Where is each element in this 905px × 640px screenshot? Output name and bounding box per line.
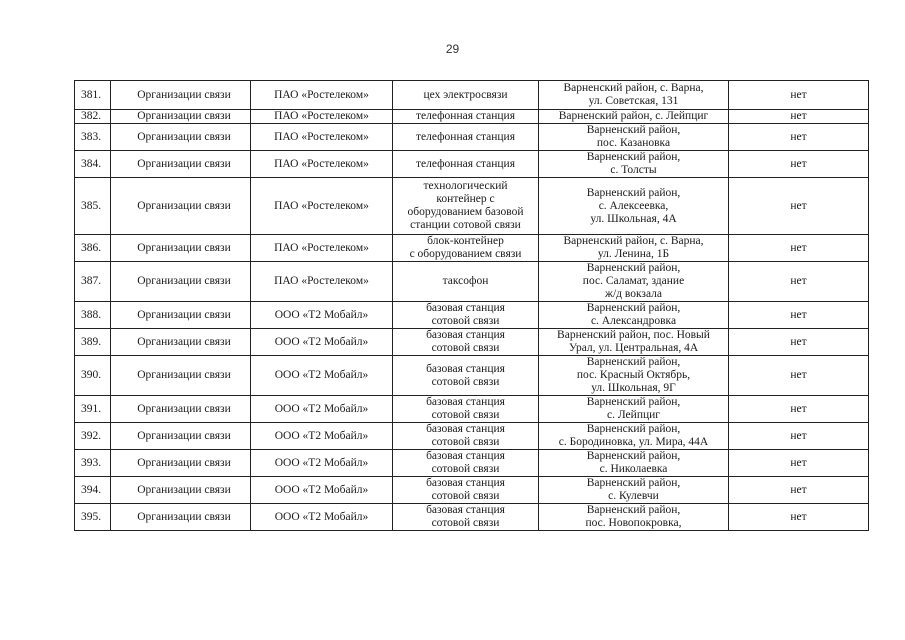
row-number: 392. (75, 423, 111, 450)
object-cell: базовая станция сотовой связи (393, 356, 539, 396)
status-cell: нет (729, 302, 869, 329)
row-number: 391. (75, 396, 111, 423)
object-cell: базовая станция сотовой связи (393, 329, 539, 356)
organization-cell: ПАО «Ростелеком» (251, 151, 393, 178)
row-number: 394. (75, 477, 111, 504)
status-cell: нет (729, 110, 869, 124)
address-cell: Варненский район, с. Толсты (539, 151, 729, 178)
row-number: 383. (75, 124, 111, 151)
object-cell: технологический контейнер с оборудованием базовой станции сотовой связи (393, 178, 539, 235)
organization-cell: ПАО «Ростелеком» (251, 81, 393, 110)
sector-cell: Организации связи (111, 356, 251, 396)
object-cell: базовая станция сотовой связи (393, 396, 539, 423)
address-cell: Варненский район, с. Кулевчи (539, 477, 729, 504)
row-number: 384. (75, 151, 111, 178)
object-cell: блок-контейнер с оборудованием связи (393, 235, 539, 262)
sector-cell: Организации связи (111, 178, 251, 235)
table-row (75, 504, 869, 531)
sector-cell: Организации связи (111, 151, 251, 178)
object-cell: базовая станция сотовой связи (393, 302, 539, 329)
sector-cell: Организации связи (111, 423, 251, 450)
row-number: 385. (75, 178, 111, 235)
table-row (75, 235, 869, 262)
address-cell: Варненский район, с. Александровка (539, 302, 729, 329)
table-row (75, 396, 869, 423)
table-row (75, 302, 869, 329)
sector-cell: Организации связи (111, 110, 251, 124)
status-cell: нет (729, 356, 869, 396)
status-cell: нет (729, 151, 869, 178)
organization-cell: ПАО «Ростелеком» (251, 124, 393, 151)
object-cell: телефонная станция (393, 124, 539, 151)
address-cell: Варненский район, с. Лейпциг (539, 110, 729, 124)
sector-cell: Организации связи (111, 262, 251, 302)
status-cell: нет (729, 81, 869, 110)
page-number: 29 (445, 42, 460, 56)
row-number: 393. (75, 450, 111, 477)
address-cell: Варненский район, с. Варна, ул. Ленина, 1Б (539, 235, 729, 262)
object-cell: таксофон (393, 262, 539, 302)
status-cell: нет (729, 262, 869, 302)
row-number: 395. (75, 504, 111, 531)
address-cell: Варненский район, с. Бородиновка, ул. Мира, 44А (539, 423, 729, 450)
organization-cell: ПАО «Ростелеком» (251, 110, 393, 124)
table-row (75, 477, 869, 504)
status-cell: нет (729, 423, 869, 450)
registry-table (74, 80, 869, 531)
row-number: 386. (75, 235, 111, 262)
organization-cell: ООО «Т2 Мобайл» (251, 477, 393, 504)
status-cell: нет (729, 329, 869, 356)
status-cell: нет (729, 396, 869, 423)
table-row (75, 124, 869, 151)
table-row (75, 356, 869, 396)
status-cell: нет (729, 504, 869, 531)
organization-cell: ООО «Т2 Мобайл» (251, 329, 393, 356)
row-number: 387. (75, 262, 111, 302)
object-cell: базовая станция сотовой связи (393, 423, 539, 450)
sector-cell: Организации связи (111, 81, 251, 110)
registry-table-body (75, 81, 869, 531)
table-row (75, 151, 869, 178)
organization-cell: ООО «Т2 Мобайл» (251, 396, 393, 423)
organization-cell: ПАО «Ростелеком» (251, 178, 393, 235)
object-cell: базовая станция сотовой связи (393, 504, 539, 531)
object-cell: базовая станция сотовой связи (393, 477, 539, 504)
object-cell: телефонная станция (393, 151, 539, 178)
organization-cell: ООО «Т2 Мобайл» (251, 356, 393, 396)
organization-cell: ООО «Т2 Мобайл» (251, 504, 393, 531)
organization-cell: ООО «Т2 Мобайл» (251, 450, 393, 477)
table-row (75, 329, 869, 356)
status-cell: нет (729, 477, 869, 504)
sector-cell: Организации связи (111, 504, 251, 531)
sector-cell: Организации связи (111, 450, 251, 477)
organization-cell: ООО «Т2 Мобайл» (251, 423, 393, 450)
table-row (75, 178, 869, 235)
sector-cell: Организации связи (111, 302, 251, 329)
status-cell: нет (729, 450, 869, 477)
organization-cell: ООО «Т2 Мобайл» (251, 302, 393, 329)
address-cell: Варненский район, пос. Казановка (539, 124, 729, 151)
sector-cell: Организации связи (111, 396, 251, 423)
address-cell: Варненский район, пос. Красный Октябрь, ул. Школьная, 9Г (539, 356, 729, 396)
table-row (75, 423, 869, 450)
address-cell: Варненский район, с. Николаевка (539, 450, 729, 477)
table-row (75, 110, 869, 124)
sector-cell: Организации связи (111, 235, 251, 262)
organization-cell: ПАО «Ростелеком» (251, 262, 393, 302)
sector-cell: Организации связи (111, 329, 251, 356)
status-cell: нет (729, 178, 869, 235)
address-cell: Варненский район, пос. Новопокровка, (539, 504, 729, 531)
sector-cell: Организации связи (111, 124, 251, 151)
object-cell: цех электросвязи (393, 81, 539, 110)
row-number: 388. (75, 302, 111, 329)
table-row (75, 81, 869, 110)
address-cell: Варненский район, с. Лейпциг (539, 396, 729, 423)
row-number: 389. (75, 329, 111, 356)
status-cell: нет (729, 124, 869, 151)
object-cell: базовая станция сотовой связи (393, 450, 539, 477)
status-cell: нет (729, 235, 869, 262)
address-cell: Варненский район, с. Варна, ул. Советская, 131 (539, 81, 729, 110)
object-cell: телефонная станция (393, 110, 539, 124)
table-row (75, 450, 869, 477)
table-row (75, 262, 869, 302)
address-cell: Варненский район, пос. Саламат, здание ж/д вокзала (539, 262, 729, 302)
address-cell: Варненский район, с. Алексеевка, ул. Школьная, 4А (539, 178, 729, 235)
sector-cell: Организации связи (111, 477, 251, 504)
address-cell: Варненский район, пос. Новый Урал, ул. Центральная, 4А (539, 329, 729, 356)
row-number: 382. (75, 110, 111, 124)
organization-cell: ПАО «Ростелеком» (251, 235, 393, 262)
row-number: 390. (75, 356, 111, 396)
row-number: 381. (75, 81, 111, 110)
